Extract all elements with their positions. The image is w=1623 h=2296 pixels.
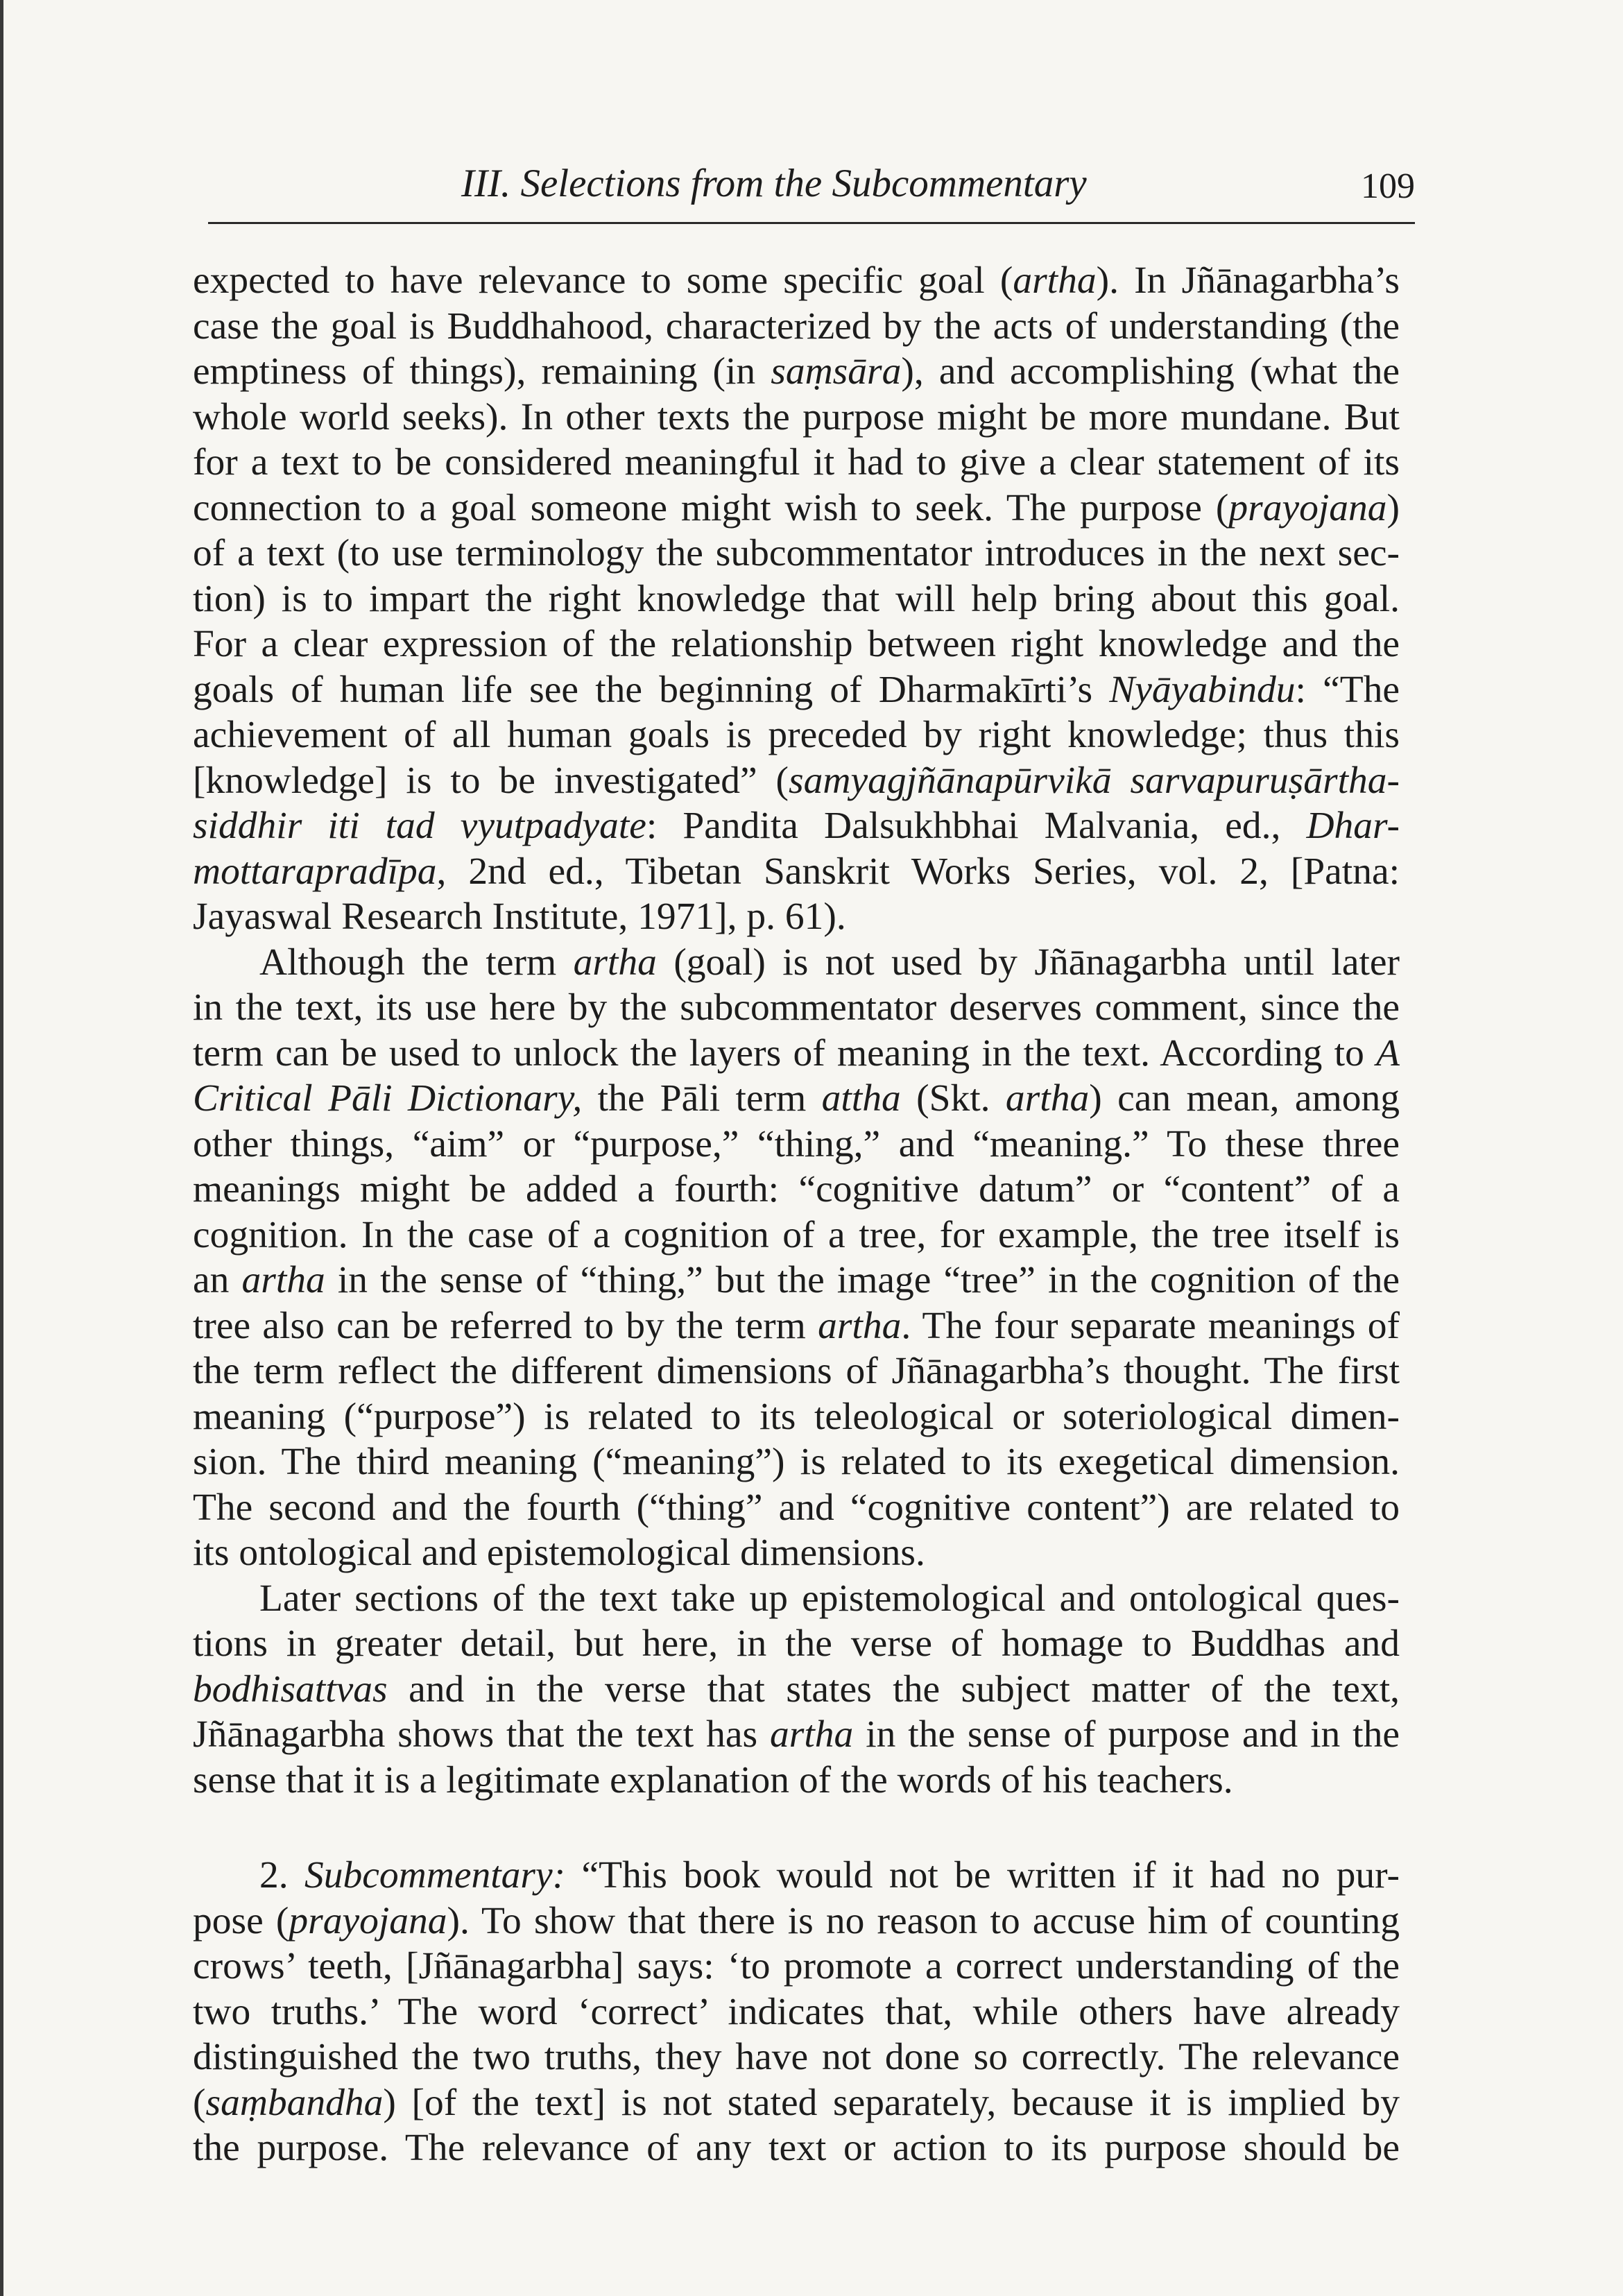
page-binding-edge (0, 0, 3, 2296)
paragraph-later-sections: Later sections of the text take up epistemological and ontological ques- tions in greater detail, but here, in the verse of homage to Buddhas and bodhisattvas and in the verse that states the subject matter of the text, Jñānagarbha shows that the text has artha in the sense of purpose and in the sense that it is a legitimate explanation of the words of his teachers. (193, 1577, 1400, 1801)
paragraph-artha-meanings: Although the term artha (goal) is not used by Jñānagarbha until later in the text, its use here by the subcommentator deserves comment, since the term can be used to unlock the layers of meaning in the text. According to A Critical Pāli Dictionary, the Pāli term attha (Skt. artha) can mean, among other things, “aim” or “purpose,” “thing,” and “meaning.” To these three meanings might be added a fourth: “cognitive datum” or “content” of a cognition. In the case of a cognition of a tree, for example, the tree itself is an artha in the sense of “thing,” but the image “tree” in the cognition of the tree also can be referred to by the term artha. The four separate meanings of the term reflect the different dimensions of Jñānagarbha’s thought. The first meaning (“purpose”) is related to its teleological or soteriological dimen- sion. The third meaning (“meaning”) is related to its exegetical dimension. The second and the fourth (“thing” and “cognitive content”) are related to its ontological and epistemological dimensions. (193, 941, 1400, 1574)
running-title: III. Selections from the Subcommentary (461, 162, 1087, 205)
paragraph-goal-relevance: expected to have relevance to some specific goal (artha). In Jñānagarbha’s case the goal is Buddhahood, characterized by the acts of understanding (the emptiness of things), remaining (in saṃsāra), and accomplishing (what the whole world seeks). In other texts the purpose might be more mundane. But for a text to be considered meaningful it had to give a clear statement of its connection to a goal someone might wish to seek. The purpose (prayojana) of a text (to use terminology the subcommentator introduces in the next sec- tion) is to impart the right knowledge that will help bring about this goal. For a clear expression of the relationship between right knowledge and the goals of human life see the beginning of Dharmakīrti’s Nyāyabindu: “The achievement of all human goals is preceded by right knowledge; thus this [knowledge] is to be investigated” (samyagjñānapūrvikā sarvapuruṣārtha- siddhir iti tad vyutpadyate: Pandita Dalsukhbhai Malvania, ed., Dhar- mottarapradīpa, 2nd ed., Tibetan Sanskrit Works Series, vol. 2, [Patna: Jayaswal Research Institute, 1971], p. 61). (193, 259, 1400, 938)
running-head (208, 160, 1415, 224)
body-text (193, 258, 1400, 2171)
paragraph-subcommentary-2: 2. Subcommentary: “This book would not be written if it had no pur- pose (prayojana). To show that there is no reason to accuse him of counting crows’ teeth, [Jñānagarbha] says: ‘to promote a correct understanding of the two truths.’ The word ‘correct’ indicates that, while others have already distinguished the two truths, they have not done so correctly. The relevance (saṃbandha) [of the text] is not stated separately, because it is implied by the purpose. The relevance of any text or action to its purpose should be (193, 1854, 1400, 2169)
page-number: 109 (1361, 166, 1415, 206)
